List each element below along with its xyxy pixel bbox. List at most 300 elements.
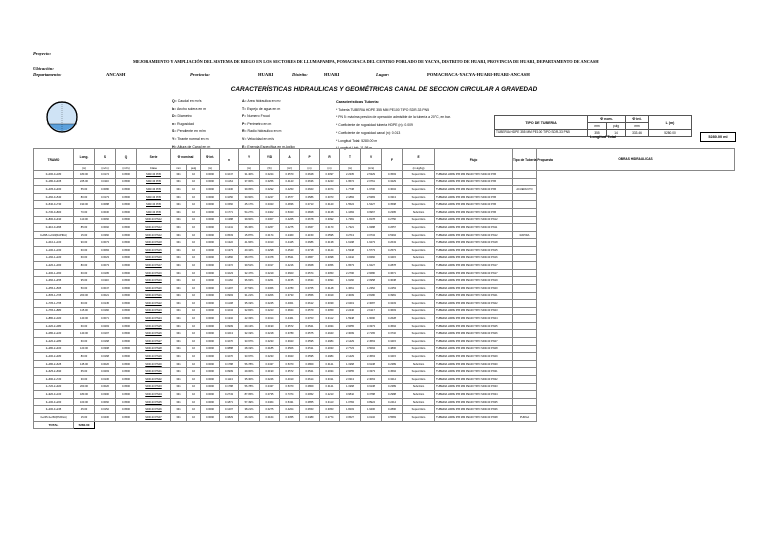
table-cell: 120.00: [74, 345, 95, 353]
table-cell: SDR-33 PN20: [137, 284, 171, 292]
unit: (m²): [280, 165, 300, 171]
table-cell: 0.0855: [300, 398, 320, 406]
table-row: [34, 398, 735, 406]
col-p: P: [300, 149, 320, 165]
table-cell: 0.0173: [95, 193, 116, 201]
table-cell: 1+360-1+455: [34, 277, 74, 285]
table-cell: 0.0136: [95, 376, 116, 384]
table-cell: 0.3011: [320, 376, 340, 384]
table-cell: 0.3073: [320, 193, 340, 201]
table-cell: 0.4594: [382, 322, 403, 330]
table-cell: 0.0909: [220, 322, 239, 330]
table-cell: 0.0090: [201, 353, 220, 361]
table-cell: 0.0703: [300, 315, 320, 323]
table-cell: 0.3603: [280, 269, 300, 277]
table-cell: 0.0500: [116, 231, 137, 239]
empty-cell: [320, 421, 340, 429]
table-cell: 331: [171, 186, 187, 194]
table-cell: Supercritico: [403, 284, 435, 292]
table-cell: 2+690-2+720: [34, 376, 74, 384]
table-cell: 45.00: [74, 406, 95, 414]
table-cell: 0.0500: [116, 315, 137, 323]
unit: (m): [320, 165, 340, 171]
page-title: CARACTERÍSTICAS HIDRAULICAS Y GEOMÉTRICAS CANAL DE SECCION CIRCULAR A GRAVEDAD: [230, 86, 538, 93]
table-row: [34, 254, 735, 262]
table-cell: 331: [171, 315, 187, 323]
table-cell: 0.2643: [382, 239, 403, 247]
table-cell: 0.4253: [280, 186, 300, 194]
table-cell: 0.2389: [382, 383, 403, 391]
table-cell: SDR-33 PN12: [137, 216, 171, 224]
table-cell: 0.3603: [382, 307, 403, 315]
table-cell: 2.7723: [340, 345, 361, 353]
table-cell: 0.0080: [95, 186, 116, 194]
longitud-total-label: Longitud Total: [590, 135, 617, 139]
table-cell: 0.1013: [220, 330, 239, 338]
table-cell: Supercritico: [403, 414, 435, 422]
table-cell: PURGA: [513, 414, 537, 422]
table-cell: [513, 262, 537, 270]
table-cell: 0.0071: [95, 315, 116, 323]
table-cell: SDR-33 PN24: [137, 315, 171, 323]
table-cell: 0.1241: [220, 224, 239, 232]
table-cell: 0.0092: [95, 224, 116, 232]
table-cell: 0.0227: [260, 193, 280, 201]
table-cell: 16: [187, 345, 201, 353]
table-cell: 16: [187, 330, 201, 338]
table-cell: 331: [171, 216, 187, 224]
table-cell: 0.0190: [260, 322, 280, 330]
table-cell: 0.1332: [220, 315, 239, 323]
table-cell: 1.2352: [361, 284, 382, 292]
table-cell: 0.0533: [220, 231, 239, 239]
table-row: [34, 414, 735, 422]
table-cell: 16: [187, 307, 201, 315]
table-cell: Supercritico: [403, 216, 435, 224]
table-cell: 0.0765: [300, 284, 320, 292]
table-row: [34, 239, 735, 247]
table-cell: 2+625-2+690: [34, 368, 74, 376]
table-cell: 0.5583: [382, 414, 403, 422]
table-cell: 32.84%: [239, 307, 260, 315]
table-cell: SDR-33 PN36: [137, 406, 171, 414]
table-cell: 0.0185: [260, 345, 280, 353]
table-cell: SDR-33 PN27: [137, 338, 171, 346]
table-cell: 0+910-0+995: [34, 224, 74, 232]
table-cell: 0.0088: [95, 201, 116, 209]
table-cell: SDR-33 PN17: [137, 262, 171, 270]
table-cell: [513, 368, 537, 376]
table-cell: 0.1372: [220, 262, 239, 270]
table-cell: TUBERIA HDPE 355 MM PE100 TIPO SDR-33 PN5: [435, 193, 513, 201]
table-cell: 2.1429: [340, 353, 361, 361]
table-cell: 0.0090: [201, 338, 220, 346]
table-cell: 2.0313: [340, 376, 361, 384]
table-cell: Subcritico: [403, 391, 435, 399]
table-cell: 3.0734: [361, 231, 382, 239]
table-cell: 3.3373: [361, 368, 382, 376]
table-cell: 0.0030: [95, 208, 116, 216]
table-cell: Supercritico: [403, 353, 435, 361]
table-cell: 16: [187, 398, 201, 406]
col-f: F: [382, 149, 403, 171]
table-cell: SDR-33 PN34: [137, 391, 171, 399]
table-cell: 0.9138: [361, 383, 382, 391]
table-cell: [513, 208, 537, 216]
table-cell: 200.00: [74, 383, 95, 391]
table-cell: 80.00: [74, 193, 95, 201]
col-n: n: [220, 149, 239, 171]
legend-item: S= Pendiente en m/m: [172, 129, 206, 134]
table-cell: 16: [187, 391, 201, 399]
table-cell: 45.17%: [239, 201, 260, 209]
table-cell: [513, 193, 537, 201]
hydraulic-table: [33, 148, 735, 429]
table-cell: 0.1497: [220, 284, 239, 292]
table-cell: 16: [187, 224, 201, 232]
table-cell: 1.6227: [361, 262, 382, 270]
table-cell: 0.0500: [116, 254, 137, 262]
unit: Clase: [137, 165, 171, 171]
table-cell: 1.5524: [340, 201, 361, 209]
provincia-value: HUARI: [258, 72, 274, 77]
table-cell: 0.3124: [320, 246, 340, 254]
table-cell: TUBERIA HDPE 355 MM PE100 TIPO SDR-33 PN23: [435, 307, 513, 315]
table-cell: Supercritico: [403, 376, 435, 384]
table-cell: 2+400-2+480: [34, 353, 74, 361]
table-cell: 0.0090: [201, 201, 220, 209]
empty-cell: [201, 421, 220, 429]
table-cell: 0.0478: [260, 254, 280, 262]
table-cell: 1.5773: [361, 246, 382, 254]
table-cell: 2.6655: [340, 368, 361, 376]
table-cell: 16: [187, 239, 201, 247]
table-cell: 2.4563: [361, 338, 382, 346]
table-cell: 33.97%: [239, 353, 260, 361]
table-cell: 16: [187, 262, 201, 270]
table-cell: 0.0500: [116, 277, 137, 285]
table-cell: 2.5329: [361, 171, 382, 179]
table-cell: 0.5394: [382, 231, 403, 239]
table-cell: 0.4836: [280, 201, 300, 209]
table-cell: 331: [171, 307, 187, 315]
table-cell: 0.2896: [382, 406, 403, 414]
table-cell: 0.0307: [260, 216, 280, 224]
empty-cell: [403, 421, 435, 429]
table-cell: SDR-33 PN31: [137, 368, 171, 376]
table-cell: 0.0667: [300, 224, 320, 232]
longitud-total-value: 5280.00 ml: [700, 132, 736, 142]
table-cell: 1.7738: [340, 186, 361, 194]
length-header: L (m): [649, 116, 692, 130]
table-cell: TUBERIA HDPE 355 MM PE100 TIPO SDR-33 PN11: [435, 224, 513, 232]
table-cell: 0.3053: [320, 269, 340, 277]
table-cell: 0.0090: [201, 231, 220, 239]
table-cell: 0.3004: [382, 186, 403, 194]
table-cell: 0+405-0+460: [34, 186, 74, 194]
table-cell: 41.66%: [239, 239, 260, 247]
col-y: Y: [239, 149, 260, 165]
table-cell: 0.0464: [260, 398, 280, 406]
table-cell: 0.0595: [300, 353, 320, 361]
table-cell: 100.00: [74, 398, 95, 406]
table-row: [34, 391, 735, 399]
table-cell: 0.0636: [300, 178, 320, 186]
total-row: [34, 421, 735, 429]
table-cell: 331: [171, 391, 187, 399]
table-row: [34, 201, 735, 209]
table-cell: Supercritico: [403, 322, 435, 330]
table-cell: 0.0653: [300, 406, 320, 414]
table-cell: 0+540-0+730: [34, 201, 74, 209]
diam-int-header: Φ int.: [626, 116, 649, 123]
table-cell: 0.2460: [280, 231, 300, 239]
table-cell: 0.0909: [220, 368, 239, 376]
table-cell: 331: [171, 178, 187, 186]
table-cell: [513, 277, 537, 285]
table-cell: 1.9700: [361, 186, 382, 194]
legend-item: R= Radio hidraulico en m: [242, 129, 282, 134]
table-cell: 0.0206: [260, 292, 280, 300]
table-cell: Subcritico: [403, 208, 435, 216]
table-cell: 56.78%: [239, 360, 260, 368]
table-cell: 0.3098: [320, 254, 340, 262]
table-cell: 40.34%: [239, 246, 260, 254]
table-cell: 0.0090: [201, 376, 220, 384]
table-cell: 0.3598: [382, 201, 403, 209]
table-cell: 0.0090: [201, 178, 220, 186]
table-cell: 0.0500: [116, 216, 137, 224]
table-cell: 32.19%: [239, 330, 260, 338]
table-cell: 140.00: [74, 330, 95, 338]
table-cell: 0.4461: [280, 315, 300, 323]
table-cell: SDR-33 PN18: [137, 239, 171, 247]
table-cell: [513, 360, 537, 368]
table-cell: 0.0090: [201, 330, 220, 338]
table-cell: Supercritico: [403, 186, 435, 194]
table-cell: 0.0574: [300, 269, 320, 277]
table-cell: 0.0500: [116, 330, 137, 338]
table-cell: 0.0735: [260, 391, 280, 399]
table-cell: 225.00: [74, 178, 95, 186]
distrito-value: HUARI: [324, 72, 340, 77]
col-tipo: Tipo de Tuberia Propuesta: [513, 149, 537, 171]
table-cell: 2.2335: [340, 171, 361, 179]
table-cell: 0.3733: [280, 292, 300, 300]
table-cell: 0.0267: [260, 224, 280, 232]
table-cell: 0.0195: [95, 269, 116, 277]
table-cell: 0.1070: [220, 338, 239, 346]
empty-cell: [340, 421, 361, 429]
table-cell: 47.53%: [239, 284, 260, 292]
table-cell: 1.6090: [361, 315, 382, 323]
table-cell: 0.0511: [300, 345, 320, 353]
table-cell: 2.3099: [340, 330, 361, 338]
table-row: [34, 315, 735, 323]
table-cell: 331: [171, 277, 187, 285]
table-cell: 2.6680: [361, 269, 382, 277]
table-cell: TUBERIA HDPE 355 MM PE100 TIPO SDR-33 PN34: [435, 391, 513, 399]
table-cell: 16: [187, 315, 201, 323]
table-cell: 0.3355: [280, 414, 300, 422]
table-cell: 0.0500: [116, 239, 137, 247]
table-cell: 1.3661: [340, 284, 361, 292]
table-cell: 16: [187, 277, 201, 285]
table-cell: [513, 398, 537, 406]
table-cell: 0.2628: [382, 315, 403, 323]
table-cell: 1+505-1+705: [34, 292, 74, 300]
col-t: T: [340, 149, 361, 165]
table-cell: 0.0060: [95, 398, 116, 406]
table-cell: 0.2984: [320, 338, 340, 346]
table-cell: 26.31%: [239, 414, 260, 422]
table-cell: 1.1684: [340, 208, 361, 216]
table-cell: 3+100-3+200: [34, 398, 74, 406]
table-cell: 1+220-1+300: [34, 262, 74, 270]
unit: (%): [260, 165, 280, 171]
table-cell: 1+300-1+360: [34, 269, 74, 277]
table-cell: 65.00: [74, 368, 95, 376]
table-cell: 0.0090: [201, 307, 220, 315]
table-cell: 0.3148: [320, 284, 340, 292]
table-cell: TUBERIA HDPE 355 MM PE100 TIPO SDR-33 PN5: [435, 186, 513, 194]
table-cell: 0.3094: [320, 277, 340, 285]
table-cell: 1+765-1+880: [34, 307, 74, 315]
table-row: [34, 300, 735, 308]
table-cell: 31.21%: [239, 292, 260, 300]
table-cell: 1.7381: [340, 216, 361, 224]
table-cell: 16: [187, 368, 201, 376]
table-cell: 90.00: [74, 239, 95, 247]
legend-item: A= Area hidraulica en m²: [242, 99, 281, 103]
legend-item: Y= Tirante normal en m: [172, 136, 209, 141]
table-row: [34, 284, 735, 292]
table-cell: 0.3981: [382, 292, 403, 300]
table-cell: Supercritico: [403, 246, 435, 254]
table-cell: 0.1860: [220, 254, 239, 262]
table-cell: 16: [187, 246, 201, 254]
table-row: [34, 353, 735, 361]
table-cell: [513, 307, 537, 315]
table-cell: 1.0784: [340, 398, 361, 406]
table-cell: [513, 300, 537, 308]
col-s: S: [95, 149, 116, 165]
table-cell: TUBERIA HDPE 355 MM PE100 TIPO SDR-33 PN35: [435, 398, 513, 406]
table-cell: Supercritico: [403, 269, 435, 277]
table-cell: 0.0021: [95, 292, 116, 300]
table-cell: 0.0500: [116, 201, 137, 209]
table-cell: 331: [171, 406, 187, 414]
table-cell: 4.0132: [361, 414, 382, 422]
table-cell: 1.1968: [340, 360, 361, 368]
table-cell: 0.3671: [382, 269, 403, 277]
table-cell: 0.0500: [116, 246, 137, 254]
table-cell: 0.3415: [382, 254, 403, 262]
table-cell: 0.0168: [95, 353, 116, 361]
table-cell: 0+460-0+540: [34, 193, 74, 201]
table-cell: 331: [171, 368, 187, 376]
table-cell: SDR-33 PN35: [137, 398, 171, 406]
table-cell: TUBERIA HDPE 355 MM PE100 TIPO SDR-33 PN26: [435, 330, 513, 338]
table-cell: 0.0586: [300, 193, 320, 201]
table-cell: 39.60%: [239, 216, 260, 224]
table-cell: 0.0402: [260, 208, 280, 216]
table-cell: [513, 315, 537, 323]
table-cell: 55.00: [74, 186, 95, 194]
table-cell: TUBERIA HDPE 355 MM PE100 TIPO SDR-33 PN15: [435, 246, 513, 254]
table-cell: TUBERIA HDPE 355 MM PE100 TIPO SDR-33 PN29: [435, 353, 513, 361]
table-cell: 0.3170: [320, 224, 340, 232]
unit-mm: mm: [588, 123, 607, 130]
table-cell: 0.3092: [320, 216, 340, 224]
table-cell: [513, 383, 537, 391]
table-cell: 0.2750: [382, 216, 403, 224]
table-cell: 0.0246: [260, 376, 280, 384]
table-cell: TUBERIA HDPE 355 MM PE100 TIPO SDR-33 PN5: [435, 201, 513, 209]
table-cell: 1.7321: [340, 224, 361, 232]
legend-item: b= Ancho solera en m: [172, 106, 207, 111]
table-cell: 0.5370: [280, 383, 300, 391]
table-cell: 0.0500: [116, 391, 137, 399]
table-cell: 0.0168: [95, 338, 116, 346]
table-cell: 0.1871: [220, 398, 239, 406]
table-cell: 80.00: [74, 353, 95, 361]
table-cell: 0.0090: [201, 406, 220, 414]
table-cell: 1+455-1+505: [34, 284, 74, 292]
table-cell: 0.0026: [95, 360, 116, 368]
table-cell: 0.0090: [201, 269, 220, 277]
table-cell: 16: [187, 193, 201, 201]
table-cell: 2.5383: [361, 193, 382, 201]
pipe-int-mm: 333.46: [626, 130, 649, 137]
table-cell: 30.00: [74, 376, 95, 384]
table-cell: 0.0323: [260, 201, 280, 209]
table-cell: SDR-33 PN5: [137, 178, 171, 186]
table-row: [34, 171, 735, 179]
table-cell: 0.0223: [260, 307, 280, 315]
table-cell: 0.4155: [280, 277, 300, 285]
table-cell: 16: [187, 414, 201, 422]
table-cell: 331: [171, 171, 187, 179]
table-cell: 0.3138: [320, 239, 340, 247]
table-cell: [513, 322, 537, 330]
table-cell: 331: [171, 300, 187, 308]
table-cell: SDR-33 PN16: [137, 269, 171, 277]
table-cell: 0.4540: [280, 246, 300, 254]
table-cell: 0.0090: [201, 292, 220, 300]
table-row: [34, 383, 735, 391]
table-cell: 0.0233: [260, 353, 280, 361]
table-cell: TUBERIA HDPE 355 MM PE100 TIPO SDR-33 PN30: [435, 360, 513, 368]
table-cell: 0.1788: [220, 383, 239, 391]
diam-nom-header: Φ nom.: [588, 116, 626, 123]
legend-item: T= Espejo de agua en m: [242, 106, 281, 111]
table-row: [34, 345, 735, 353]
table-cell: TUBERIA HDPE 355 MM PE100 TIPO SDR-33 PN16: [435, 254, 513, 262]
table-cell: 0.0500: [116, 292, 137, 300]
table-cell: 0.1113: [220, 376, 239, 384]
table-row: [34, 376, 735, 384]
table-cell: 57.49%: [239, 398, 260, 406]
table-cell: 35.19%: [239, 300, 260, 308]
distrito-label: Distrito:: [292, 72, 308, 77]
table-cell: 0.0152: [95, 406, 116, 414]
table-cell: 0.0500: [116, 269, 137, 277]
table-cell: 0.3214: [382, 376, 403, 384]
table-cell: 15.00: [74, 231, 95, 239]
table-cell: 0.2934: [320, 322, 340, 330]
table-cell: SDR-33 PN12: [137, 224, 171, 232]
